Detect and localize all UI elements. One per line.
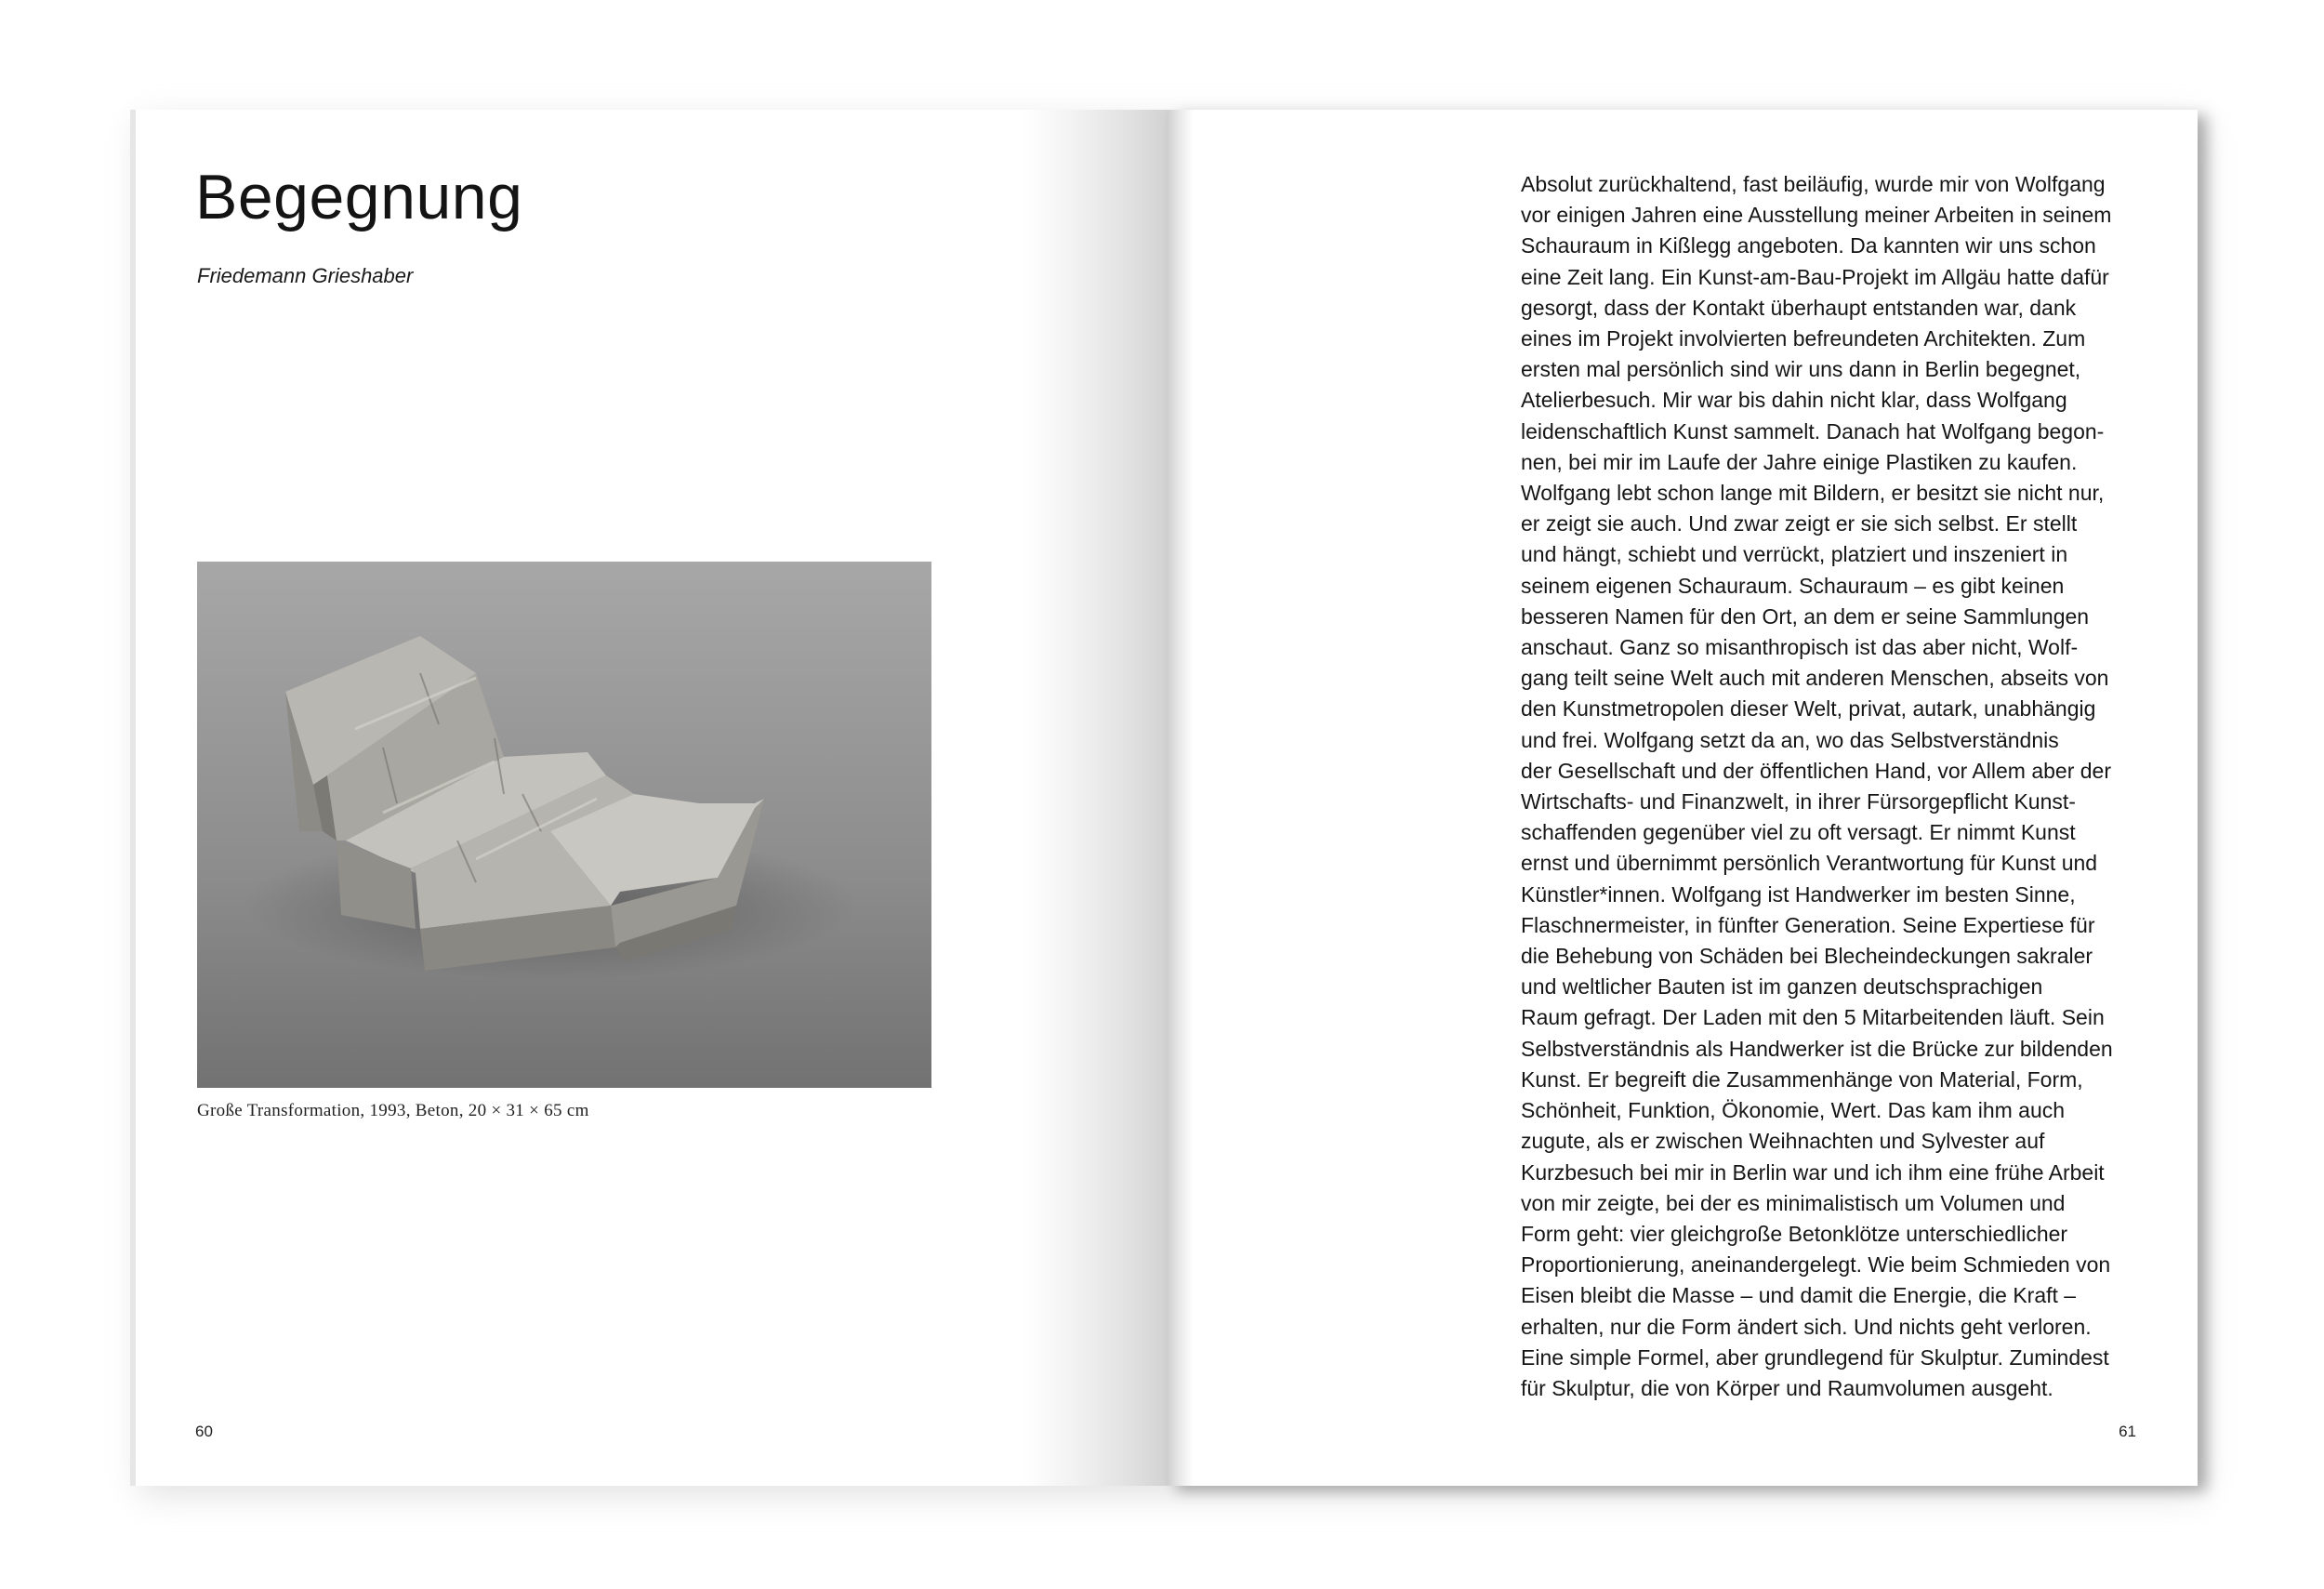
body-line: zugute, als er zwischen Weihnachten und Sylvester auf	[1521, 1129, 2045, 1154]
page-number-left: 60	[195, 1423, 213, 1440]
body-line: Wolfgang lebt schon lange mit Bildern, er besitzt sie nicht nur,	[1521, 481, 2105, 506]
body-line: vor einigen Jahren eine Ausstellung meiner Arbeiten in seinem	[1521, 203, 2112, 228]
body-line: der Gesellschaft und der öffentlichen Hand, vor Allem aber der	[1521, 758, 2111, 783]
body-line: von mir zeigte, bei der es minimalistisch um Volumen und	[1521, 1190, 2066, 1215]
body-line: Selbstverständnis als Handwerker ist die Brücke zur bildenden	[1521, 1036, 2113, 1061]
body-line: den Kunstmetropolen dieser Welt, privat, autark, unabhängig	[1521, 696, 2096, 722]
body-line: Schauraum in Kißlegg angeboten. Da kannten wir uns schon	[1521, 233, 2096, 258]
body-line: Kurzbesuch bei mir in Berlin war und ich ihm eine frühe Arbeit	[1521, 1159, 2105, 1185]
body-line: nen, bei mir im Laufe der Jahre einige Plastiken zu kaufen.	[1521, 449, 2078, 474]
article-title: Begegnung	[195, 162, 523, 232]
body-line: leidenschaftlich Kunst sammelt. Danach hat Wolfgang begon-	[1521, 418, 2105, 444]
body-line: anschaut. Ganz so misanthropisch ist das aber nicht, Wolf-	[1521, 635, 2079, 660]
sculpture-illustration	[197, 562, 931, 1088]
photo-caption: Große Transformation, 1993, Beton, 20 × 31 × 65 cm	[197, 1101, 589, 1120]
author-name: Friedemann Grieshaber	[197, 264, 414, 287]
body-line: Schönheit, Funktion, Ökonomie, Wert. Das kam ihm auch	[1521, 1098, 2066, 1123]
body-line: schaffenden gegenüber viel zu oft versagt. Er nimmt Kunst	[1521, 820, 2076, 845]
body-line: eines im Projekt involvierten befreundeten Architekten. Zum	[1521, 326, 2086, 351]
body-line: er zeigt sie auch. Und zwar zeigt er sie sich selbst. Er stellt	[1521, 511, 2078, 536]
body-line: seinem eigenen Schauraum. Schauraum – es gibt keinen	[1521, 573, 2065, 598]
body-line: Eine simple Formel, aber grundlegend für Skulptur. Zumindest	[1521, 1344, 2109, 1370]
body-line: und hängt, schiebt und verrückt, platziert und inszeniert in	[1521, 542, 2068, 567]
body-line: Absolut zurückhaltend, fast beiläufig, wurde mir von Wolfgang	[1521, 172, 2106, 196]
body-line: ersten mal persönlich sind wir uns dann in Berlin begegnet,	[1521, 357, 2081, 382]
body-line: Atelierbesuch. Mir war bis dahin nicht klar, dass Wolfgang	[1521, 388, 2067, 413]
body-line: erhalten, nur die Form ändert sich. Und nichts geht verloren.	[1521, 1314, 2092, 1339]
body-line: eine Zeit lang. Ein Kunst-am-Bau-Projekt im Allgäu hatte dafür	[1521, 264, 2109, 289]
body-line: Form geht: vier gleichgroße Betonklötze unterschiedlicher	[1521, 1221, 2068, 1246]
body-line: und weltlicher Bauten ist im ganzen deutschsprachigen	[1521, 974, 2043, 1000]
body-text	[1521, 169, 2153, 1404]
body-line: ernst und übernimmt persönlich Verantwortung für Kunst und	[1521, 851, 2098, 876]
body-line: Proportionierung, aneinandergelegt. Wie beim Schmieden von	[1521, 1252, 2111, 1278]
body-line: Raum gefragt. Der Laden mit den 5 Mitarbeitenden läuft. Sein	[1521, 1005, 2105, 1030]
body-line: besseren Namen für den Ort, an dem er seine Sammlungen	[1521, 603, 2090, 629]
body-line: die Behebung von Schäden bei Blecheindeckungen sakraler	[1521, 944, 2093, 969]
body-line: und frei. Wolfgang setzt da an, wo das Selbstverständnis	[1521, 727, 2059, 752]
body-line: Eisen bleibt die Masse – und damit die Energie, die Kraft –	[1521, 1283, 2077, 1308]
body-line: Künstler*innen. Wolfgang ist Handwerker im besten Sinne,	[1521, 881, 2076, 907]
body-line: gang teilt seine Welt auch mit anderen Menschen, abseits von	[1521, 666, 2109, 691]
body-line: Kunst. Er begreift die Zusammenhänge von Material, Form,	[1521, 1066, 2083, 1092]
body-line: gesorgt, dass der Kontakt überhaupt entstanden war, dank	[1521, 295, 2077, 320]
page-number-right: 61	[2119, 1423, 2136, 1440]
body-line: für Skulptur, die von Körper und Raumvolumen ausgeht.	[1521, 1375, 2053, 1400]
body-line: Flaschnermeister, in fünfter Generation. Seine Expertiese für	[1521, 912, 2095, 937]
sculpture-photo	[197, 562, 931, 1088]
right-page	[1168, 110, 2198, 1486]
left-page	[136, 110, 1168, 1486]
body-line: Wirtschafts- und Finanzwelt, in ihrer Fürsorgepflicht Kunst-	[1521, 789, 2076, 814]
